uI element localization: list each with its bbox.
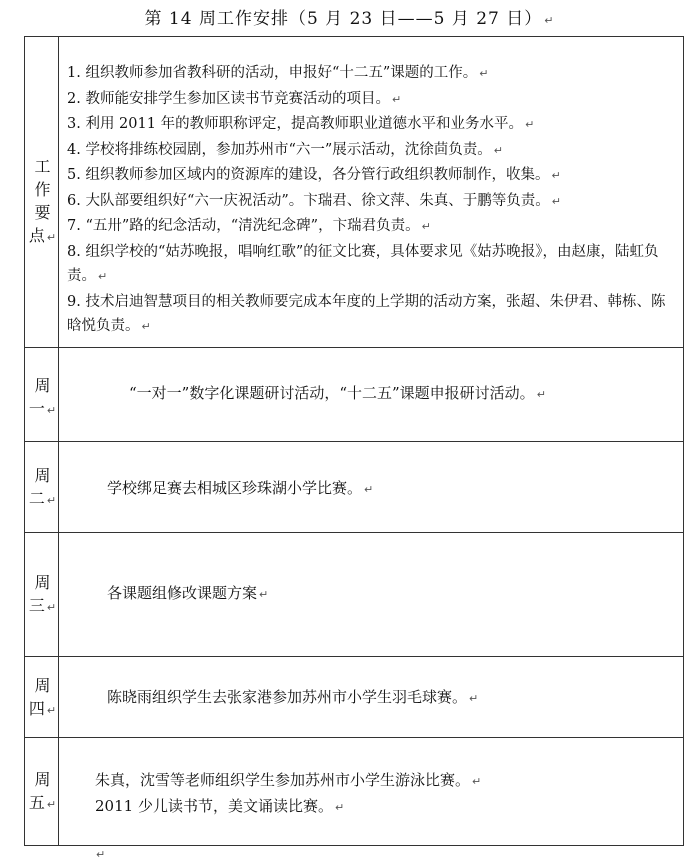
key-point-item: 9. 技术启迪智慧项目的相关教师要完成本年度的上学期的活动方案，张超、朱伊君、韩栋、陈晗悦负责。 ↵ (67, 293, 666, 334)
day-row-friday (25, 738, 684, 846)
day-text: “一对一”数字化课题研讨活动，“十二五”课题申报研讨活动。 ↵ (129, 384, 546, 402)
key-points-cell (59, 37, 684, 348)
day-content-cell (59, 442, 684, 533)
day-label: 周 五 ↵ (28, 770, 57, 812)
key-point-item: 3. 利用 2011 年的教师职称评定，提高教师职业道德水平和业务水平。 ↵ (67, 116, 535, 132)
day-label-cell (25, 738, 59, 846)
day-label-cell (25, 657, 59, 738)
key-points-list (59, 37, 683, 340)
day-label: 周 一 ↵ (28, 376, 57, 418)
day-row-thursday (25, 657, 684, 738)
key-point-item: 8. 组织学校的“姑苏晚报，唱响红歌”的征文比赛，具体要求见《姑苏晚报》，由赵康，陆虹负责。 ↵ (67, 243, 659, 284)
day-row-tuesday (25, 442, 684, 533)
day-label: 周 四 ↵ (28, 676, 57, 718)
day-row-wednesday (25, 533, 684, 657)
schedule-table (24, 36, 684, 846)
key-point-item: 5. 组织教师参加区域内的资源库的建设，各分管行政组织教师制作，收集。 ↵ (67, 167, 561, 183)
key-point-item: 7. “五卅”路的纪念活动，“清洗纪念碑”，卞瑞君负责。 ↵ (67, 218, 431, 234)
day-label-cell (25, 442, 59, 533)
key-points-label-cell (25, 37, 59, 348)
key-point-item: 4. 学校将排练校园剧，参加苏州市“六一”展示活动，沈徐茴负责。 ↵ (67, 141, 503, 158)
day-label: 周 二 ↵ (28, 466, 57, 508)
day-row-monday (25, 348, 684, 442)
day-content-cell (59, 533, 684, 657)
title-text: 第 14 周工作安排（5 月 23 日——5 月 27 日） (144, 9, 543, 29)
key-point-item: 1. 组织教师参加省教科研的活动，申报好“十二五”课题的工作。 ↵ (67, 65, 489, 81)
key-point-item: 6. 大队部要组织好“六一庆祝活动”。卞瑞君、徐文萍、朱真、于鹏等负责。 ↵ (67, 192, 561, 209)
paragraph-mark-icon: ↵ (544, 14, 555, 27)
day-content-cell (59, 348, 684, 442)
key-points-label: 工 作 要 点 ↵ (28, 157, 57, 245)
day-label: 周 三 ↵ (28, 573, 57, 615)
paragraph-mark-icon: ↵ (96, 848, 106, 861)
day-text: 朱真，沈雪等老师组织学生参加苏州市小学生游泳比赛。 ↵ 2011 少儿读书节，美文诵读比赛。 ↵ (95, 771, 482, 815)
day-text: 各课题组修改课题方案 ↵ (107, 584, 269, 602)
day-label-cell (25, 533, 59, 657)
page-title (0, 4, 699, 29)
key-points-row (25, 37, 684, 348)
day-text: 学校绑足赛去相城区珍珠湖小学比赛。 ↵ (107, 479, 374, 497)
day-label-cell (25, 348, 59, 442)
key-point-item: 2. 教师能安排学生参加区读书节竞赛活动的项目。 ↵ (67, 90, 402, 107)
day-text: 陈晓雨组织学生去张家港参加苏州市小学生羽毛球赛。 ↵ (107, 688, 479, 706)
day-content-cell (59, 657, 684, 738)
day-content-cell (59, 738, 684, 846)
